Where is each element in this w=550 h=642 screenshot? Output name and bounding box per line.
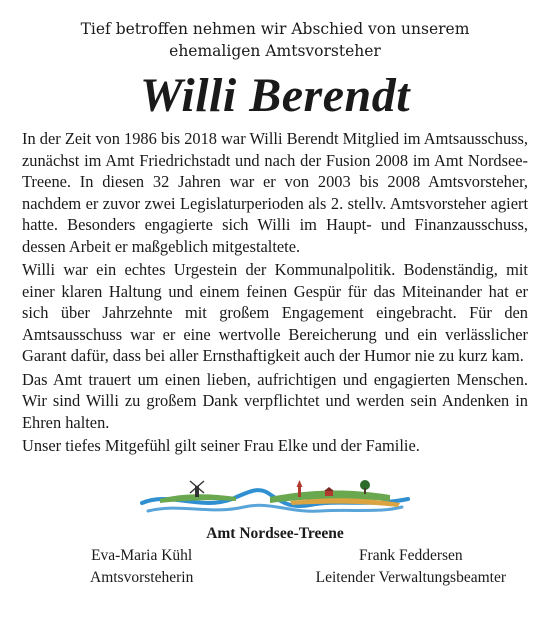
intro-text [22,18,528,62]
amt-nordsee-treene-logo-icon [140,469,410,515]
intro-line-1: Tief betroffen nehmen wir Abschied von unserem [80,20,470,38]
signer-1 [90,545,193,589]
signer-title: Leitender Verwaltungsbeamter [315,568,506,586]
paragraph-1: In der Zeit von 1986 bis 2018 war Willi Berendt Mitglied im Amtsausschuss, zunächst im Amt Friedrichstadt und nach der Fusion 2008 im Amt Nordsee-Treene. In diesen 32 Jahren war er von 2003 bis 2008 Amtsvorsteher, nachdem er zuvor zwei Legislaturperioden als 2. stellv. Amtsvorsteher agiert hatte. Besonders engagierte sich Willi im Haupt- und Finanzausschuss, dessen Arbeit er maßgeblich mitgestaltete. [22,129,528,256]
paragraph-2: Willi war ein echtes Urgestein der Kommunalpolitik. Bodenständig, mit einer klaren Haltung und einem feinen Gespür für das Miteinander hat er sich über Jahrzehnte mit großem Engagement eingebracht. Für den Amtsausschuss war er eine wertvolle Bereicherung und ein verlässlicher Garant dafür, dass bei aller Ernsthaftigkeit auch der Humor nie zu kurz kam. [22,260,528,365]
farmhouse-icon [324,487,334,496]
signer-title: Amtsvorsteherin [90,568,194,586]
signer-name: Eva-Maria Kühl [91,546,193,564]
signer-2 [316,545,506,589]
deceased-name: Willi Berendt [139,69,411,122]
organization-name: Amt Nordsee-Treene [206,524,344,542]
intro-line-2: ehemaligen Amtsvorsteher [169,42,381,60]
paragraph-4: Unser tiefes Mitgefühl gilt seiner Frau Elke und der Familie. [22,436,420,455]
signers [22,545,528,589]
signer-name: Frank Feddersen [358,546,463,564]
paragraph-3: Das Amt trauert um einen lieben, aufrichtigen und engagierten Menschen. Wir sind Willi zu großem Dank verpflichtet und werden sein Andenken in Ehren halten. [22,369,528,432]
